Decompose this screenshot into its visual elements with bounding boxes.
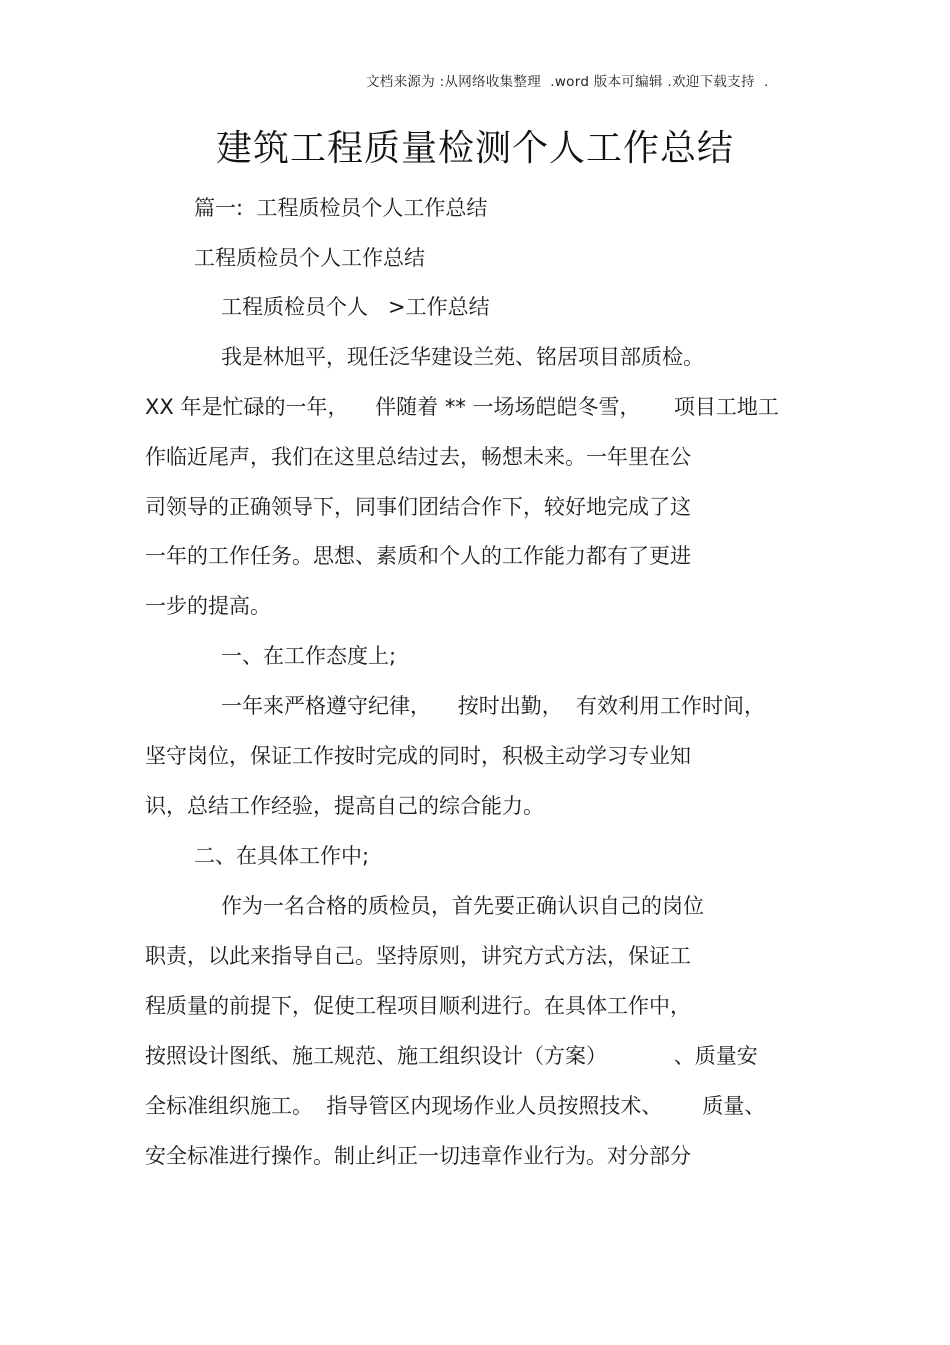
paragraph-line: 职责，以此来指导自己。坚持原则，讲究方式方法，保证工 bbox=[145, 944, 691, 968]
paragraph-line: 司领导的正确领导下，同事们团结合作下，较好地完成了这 bbox=[145, 495, 691, 519]
paragraph-line: XX 年是忙碌的一年， 伴随着 ** 一场场皑皑冬雪， 项目工地工 bbox=[145, 395, 779, 419]
subheading: 二、在具体工作中; bbox=[194, 844, 370, 868]
paragraph-line: 一步的提高。 bbox=[145, 594, 271, 618]
paragraph-line: 作为一名合格的质检员，首先要正确认识自己的岗位 bbox=[221, 894, 704, 918]
paragraph-line: 作临近尾声，我们在这里总结过去，畅想未来。一年里在公 bbox=[145, 445, 691, 469]
document-title: 建筑工程质量检测个人工作总结 bbox=[215, 128, 734, 169]
source-note: 文档来源为 :从网络收集整理 .word 版本可编辑 .欢迎下载支持 . bbox=[366, 74, 769, 90]
paragraph-line: 安全标准进行操作。制止纠正一切违章作业行为。对分部分 bbox=[145, 1144, 691, 1168]
subheading: 一、在工作态度上; bbox=[221, 644, 397, 668]
paragraph-line: 坚守岗位，保证工作按时完成的同时，积极主动学习专业知 bbox=[145, 744, 691, 768]
paragraph-line: 一年的工作任务。思想、素质和个人的工作能力都有了更进 bbox=[145, 544, 691, 568]
paragraph-line: 程质量的前提下，促使工程项目顺利进行。在具体工作中， bbox=[145, 994, 691, 1018]
paragraph-line: 按照设计图纸、施工规范、施工组织设计（方案） 、质量安 bbox=[145, 1044, 758, 1068]
paragraph-line: 识，总结工作经验，提高自己的综合能力。 bbox=[145, 794, 544, 818]
subtitle-repeat: 工程质检员个人 >工作总结 bbox=[221, 295, 490, 319]
subtitle: 工程质检员个人工作总结 bbox=[194, 246, 425, 270]
paragraph-line: 全标准组织施工。 指导管区内现场作业人员按照技术、 质量、 bbox=[145, 1094, 766, 1118]
paragraph-line: 我是林旭平，现任泛华建设兰苑、铭居项目部质检。 bbox=[221, 345, 704, 369]
section-heading: 篇一: 工程质检员个人工作总结 bbox=[194, 196, 488, 220]
paragraph-line: 一年来严格遵守纪律， 按时出勤， 有效利用工作时间， bbox=[221, 694, 766, 718]
